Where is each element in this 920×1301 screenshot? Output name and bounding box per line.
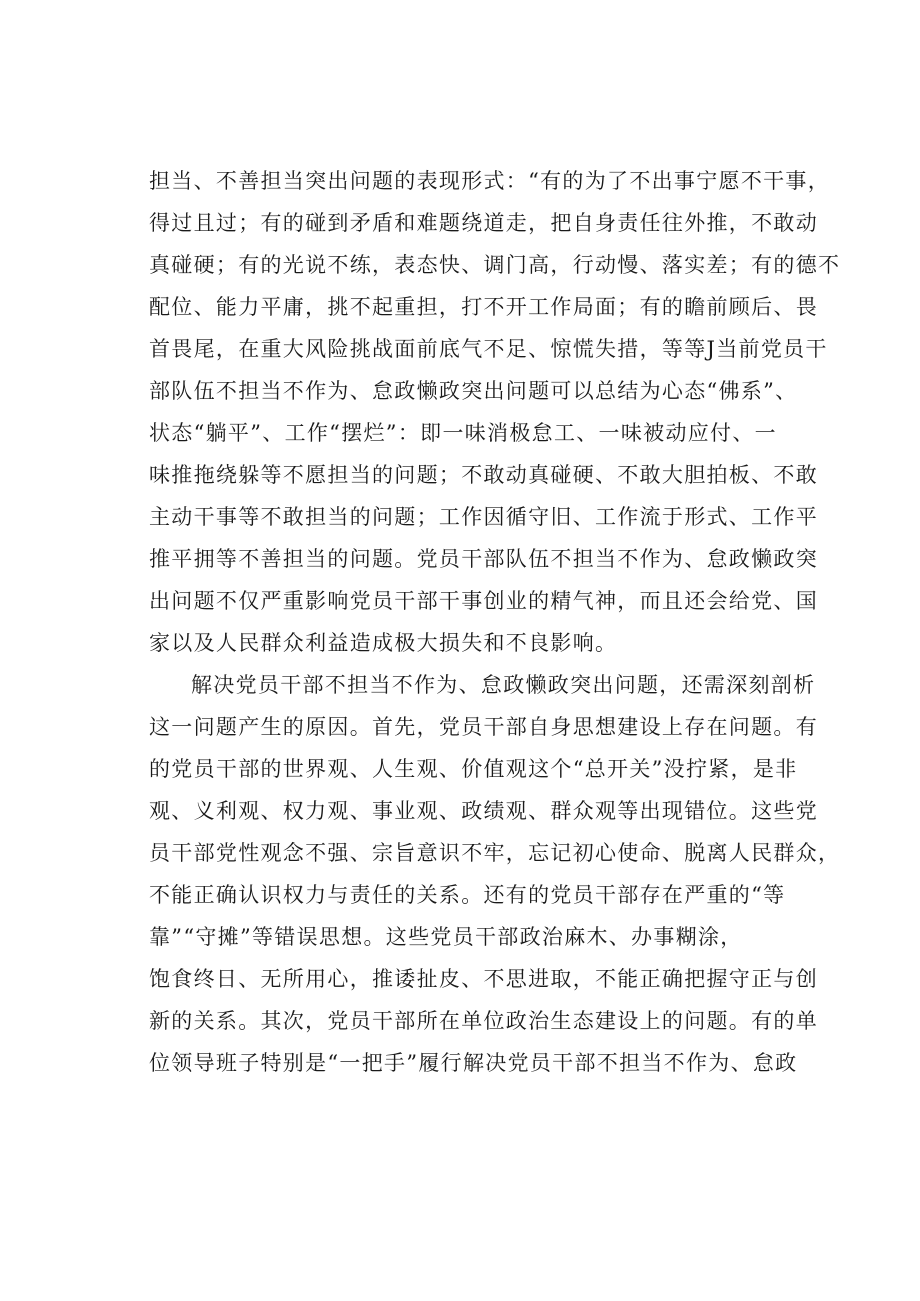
text-line: 担当、不善担当突出问题的表现形式：“有的为了不出事宁愿不干事， [149,169,831,193]
text-line: 主动干事等不敢担当的问题；工作因循守旧、工作流于形式、工作平 [149,505,818,529]
text-line: 首畏尾，在重大风险挑战面前底气不足、惊慌失措，等等J当前党员干 [149,337,828,361]
text-line: 配位、能力平庸，挑不起重担，打不开工作局面；有的瞻前顾后、畏 [149,295,818,319]
text-line: 员干部党性观念不强、宗旨意识不牢，忘记初心使命、脱离人民群众， [149,841,841,865]
text-line: 味推拖绕躲等不愿担当的问题；不敢动真碰硬、不敢大胆拍板、不敢 [149,463,818,487]
body-text [149,160,841,1084]
text-line: 观、义利观、权力观、事业观、政绩观、群众观等出现错位。这些党 [149,799,818,823]
text-line: 新的关系。其次，党员干部所在单位政治生态建设上的问题。有的单 [149,1009,818,1033]
text-line: 真碰硬；有的光说不练，表态快、调门高，行动慢、落实差；有的德不 [149,253,841,277]
text-line: 出问题不仅严重影响党员干部干事创业的精气神，而且还会给党、国 [149,589,818,613]
text-line: 状态“躺平”、工作“摆烂”：即一味消极怠工、一味被动应付、一 [149,421,777,445]
text-line: 的党员干部的世界观、人生观、价值观这个“总开关”没拧紧，是非 [149,757,798,781]
text-line-paragraph-start: 解决党员干部不担当不作为、怠政懒政突出问题，还需深刻剖析 [191,673,816,697]
text-line: 不能正确认识权力与责任的关系。还有的党员干部存在严重的“等 [149,883,786,907]
text-line: 位领导班子特别是“一把手”履行解决党员干部不担当不作为、怠政 [149,1051,798,1075]
text-line: 饱食终日、无所用心，推诿扯皮、不思进取，不能正确把握守正与创 [149,967,818,991]
text-line: 部队伍不担当不作为、怠政懒政突出问题可以总结为心态“佛系”、 [149,379,798,403]
text-line: 这一问题产生的原因。首先，党员干部自身思想建设上存在问题。有 [149,715,818,739]
text-line: 靠”“守摊”等错误思想。这些党员干部政治麻木、办事糊涂， [149,925,743,949]
text-line: 推平拥等不善担当的问题。党员干部队伍不担当不作为、怠政懒政突 [149,547,818,571]
text-line: 家以及人民群众利益造成极大损失和不良影响。 [149,631,618,655]
text-line: 得过且过；有的碰到矛盾和难题绕道走，把自身责任往外推，不敢动 [149,211,818,235]
